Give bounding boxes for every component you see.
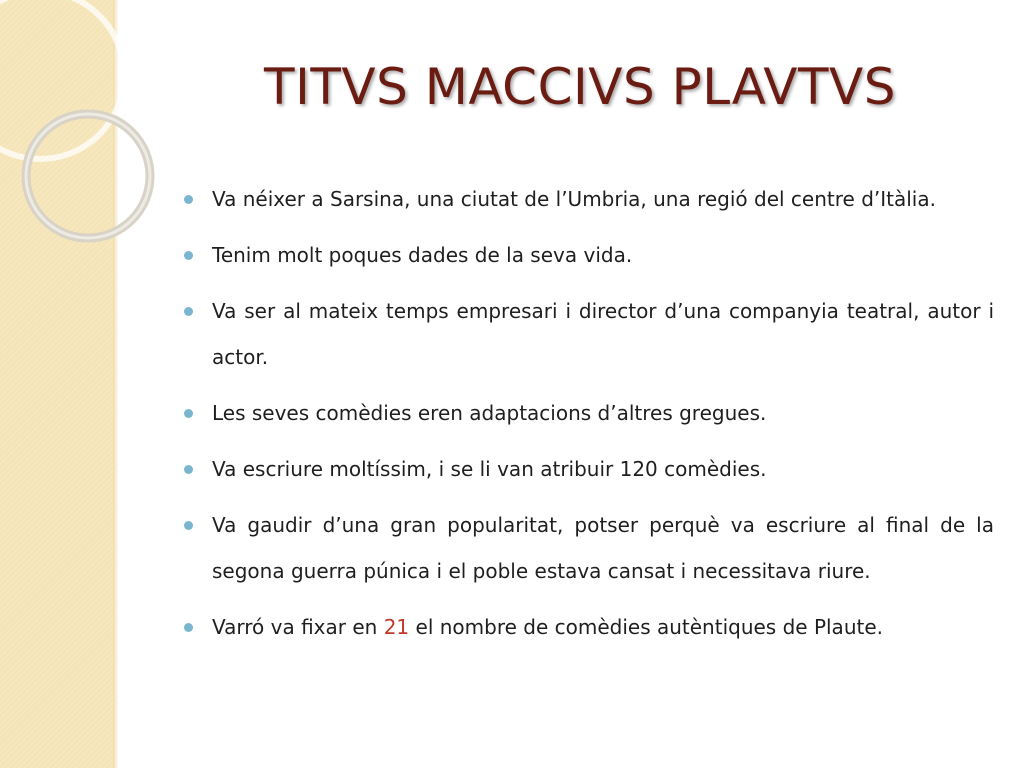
bullet-item bbox=[182, 390, 994, 436]
bullet-item bbox=[182, 604, 994, 650]
bullet-item bbox=[182, 232, 994, 278]
bullet-icon bbox=[184, 195, 193, 204]
bullet-icon bbox=[184, 251, 193, 260]
bullet-icon bbox=[184, 521, 193, 530]
bullet-item bbox=[182, 176, 994, 222]
bullet-text-after: el nombre de comèdies autèntiques de Plaute. bbox=[409, 615, 883, 639]
small-ring-highlight bbox=[26, 114, 150, 238]
bullet-text: Tenim molt poques dades de la seva vida. bbox=[212, 243, 633, 267]
bullet-text: Va escriure moltíssim, i se li van atribuir 120 comèdies. bbox=[212, 457, 767, 481]
bullet-icon bbox=[184, 409, 193, 418]
bullet-text: Les seves comèdies eren adaptacions d’altres gregues. bbox=[212, 401, 767, 425]
bullet-list bbox=[182, 176, 994, 660]
bullet-item bbox=[182, 502, 994, 594]
bullet-item bbox=[182, 446, 994, 492]
slide-title: TITVS MACCIVS PLAVTVS bbox=[264, 58, 896, 116]
bullet-text: Va gaudir d’una gran popularitat, potser perquè va escriure al final de la segona guerra púnica i el poble estava cansat i necessitava riure. bbox=[212, 513, 994, 583]
bullet-icon bbox=[184, 307, 193, 316]
highlighted-number: 21 bbox=[383, 615, 410, 639]
large-ring bbox=[0, 0, 124, 159]
decorative-rings bbox=[0, 0, 160, 260]
bullet-icon bbox=[184, 465, 193, 474]
bullet-item bbox=[182, 288, 994, 380]
bullet-icon bbox=[184, 623, 193, 632]
bullet-text: Va ser al mateix temps empresari i director d’una companyia teatral, autor i actor. bbox=[212, 299, 994, 369]
bullet-text-before: Varró va fixar en bbox=[212, 615, 384, 639]
bullet-text: Va néixer a Sarsina, una ciutat de l’Umbria, una regió del centre d’Itàlia. bbox=[212, 187, 936, 211]
